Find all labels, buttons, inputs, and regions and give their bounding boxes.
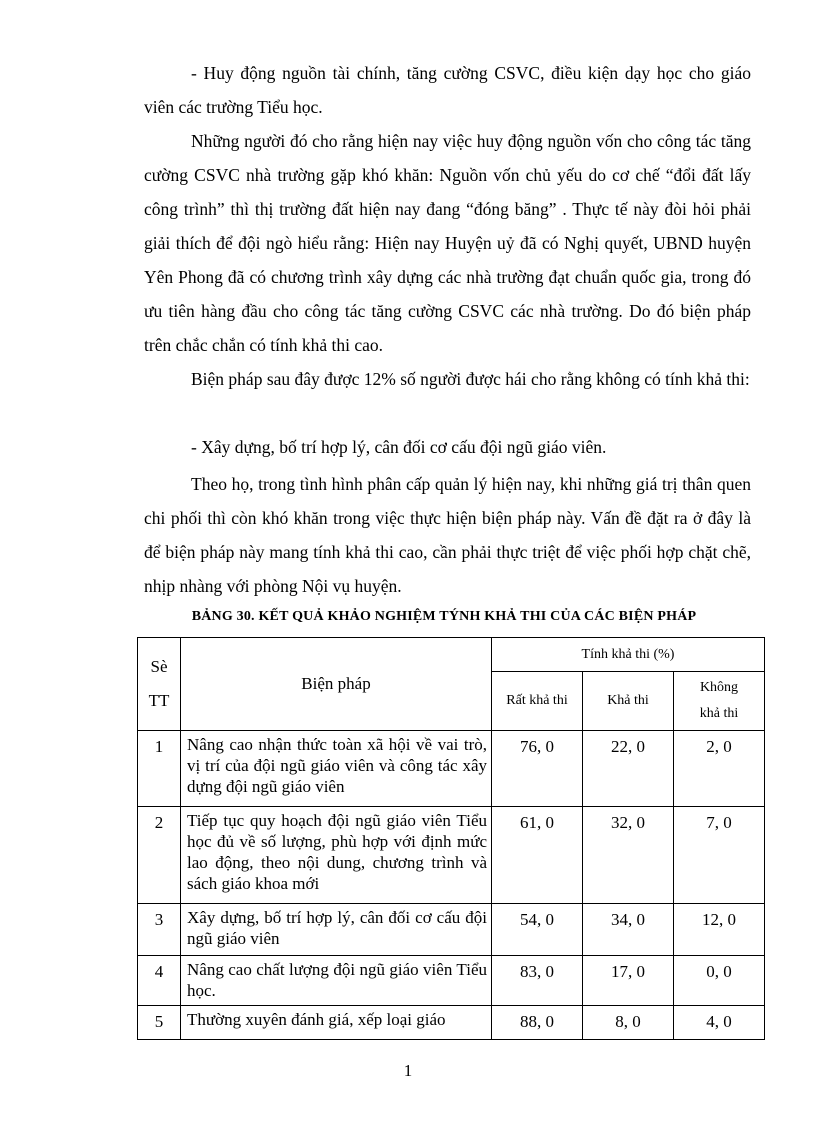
header-stt-line2: TT [148, 691, 170, 710]
row-bien-phap: Xây dựng, bố trí hợp lý, cân đối cơ cấu đội ngũ giáo viên [181, 904, 492, 956]
row-rat-kha-thi: 83, 0 [492, 956, 583, 1006]
row-bien-phap: Tiếp tục quy hoạch đội ngũ giáo viên Tiểu học đủ về số lượng, phù hợp với định mức lao động, theo nội dung, chương trình và sách giáo khoa mới [181, 807, 492, 904]
row-rat-kha-thi: 76, 0 [492, 731, 583, 807]
row-kha-thi: 17, 0 [583, 956, 674, 1006]
header-kha-thi: Khả thi [583, 672, 674, 731]
table-row [138, 904, 765, 956]
row-stt: 4 [138, 956, 181, 1006]
row-kha-thi: 32, 0 [583, 807, 674, 904]
row-kha-thi: 34, 0 [583, 904, 674, 956]
results-table [137, 637, 765, 1040]
header-stt-line1: Sè [150, 657, 168, 676]
paragraph-1: - Huy động nguồn tài chính, tăng cường CSVC, điều kiện dạy học cho giáo viên các trường Tiểu học. [144, 63, 751, 117]
row-khong-kha-thi: 12, 0 [674, 904, 765, 956]
row-rat-kha-thi: 54, 0 [492, 904, 583, 956]
row-stt: 1 [138, 731, 181, 807]
table-row [138, 731, 765, 807]
row-kha-thi: 22, 0 [583, 731, 674, 807]
row-rat-kha-thi: 88, 0 [492, 1006, 583, 1040]
row-khong-kha-thi: 7, 0 [674, 807, 765, 904]
paragraph-4: - Xây dựng, bố trí hợp lý, cân đối cơ cấu đội ngũ giáo viên. [191, 437, 607, 457]
page-number: 1 [403, 1061, 413, 1080]
table-title: BẢNG 30. KẾT QUẢ KHẢO NGHIỆM TÝNH KHẢ THI CỦA CÁC BIỆN PHÁP [191, 609, 697, 624]
row-khong-kha-thi: 4, 0 [674, 1006, 765, 1040]
table-row [138, 956, 765, 1006]
row-bien-phap: Nâng cao chất lượng đội ngũ giáo viên Tiểu học. [181, 956, 492, 1006]
header-rat-kha-thi: Rất khả thi [492, 672, 583, 731]
row-rat-kha-thi: 61, 0 [492, 807, 583, 904]
row-stt: 2 [138, 807, 181, 904]
paragraph-5: Theo họ, trong tình hình phân cấp quản lý hiện nay, khi những giá trị thân quen chi phối thì còn khó khăn trong việc thực hiện biện pháp này. Vấn đề đặt ra ở đây là để biện pháp này mang tính khả thi cao, cần phải thực triệt để việc phối hợp chặt chẽ, nhịp nhàng với phòng Nội vụ huyện. [144, 474, 751, 596]
table-row [138, 1006, 765, 1040]
row-khong-kha-thi: 0, 0 [674, 956, 765, 1006]
header-tinh-kha-thi: Tính khả thi (%) [492, 638, 765, 672]
row-stt: 3 [138, 904, 181, 956]
header-khong-kha-thi-line1: Không [699, 680, 739, 695]
row-kha-thi: 8, 0 [583, 1006, 674, 1040]
header-stt [138, 638, 181, 731]
row-bien-phap: Nâng cao nhận thức toàn xã hội về vai trò, vị trí của đội ngũ giáo viên và công tác xây dựng đội ngũ giáo viên [181, 731, 492, 807]
row-bien-phap: Thường xuyên đánh giá, xếp loại giáo [181, 1006, 492, 1040]
paragraph-3: Biện pháp sau đây được 12% số người được hái cho rằng không có tính khả thi: [191, 369, 750, 389]
row-stt: 5 [138, 1006, 181, 1040]
header-khong-kha-thi [674, 672, 765, 731]
paragraph-2: Những người đó cho rằng hiện nay việc huy động nguồn vốn cho công tác tăng cường CSVC nhà trường gặp khó khăn: Nguồn vốn chủ yếu do cơ chế “đổi đất lấy công trình” thì thị trường đất hiện nay đang “đóng băng” . Thực tế này đòi hỏi phải giải thích để đội ngò hiểu rằng: Hiện nay Huyện uỷ đã có Nghị quyết, UBND huyện Yên Phong đã có chương trình xây dựng các nhà trường đạt chuẩn quốc gia, trong đó ưu tiên hàng đầu cho công tác tăng cường CSVC các nhà trường. Do đó biện pháp trên chắc chắn có tính khả thi cao. [144, 131, 751, 355]
table-row [138, 807, 765, 904]
header-bien-phap: Biện pháp [181, 638, 492, 731]
header-khong-kha-thi-line2: khả thi [699, 706, 739, 721]
row-khong-kha-thi: 2, 0 [674, 731, 765, 807]
